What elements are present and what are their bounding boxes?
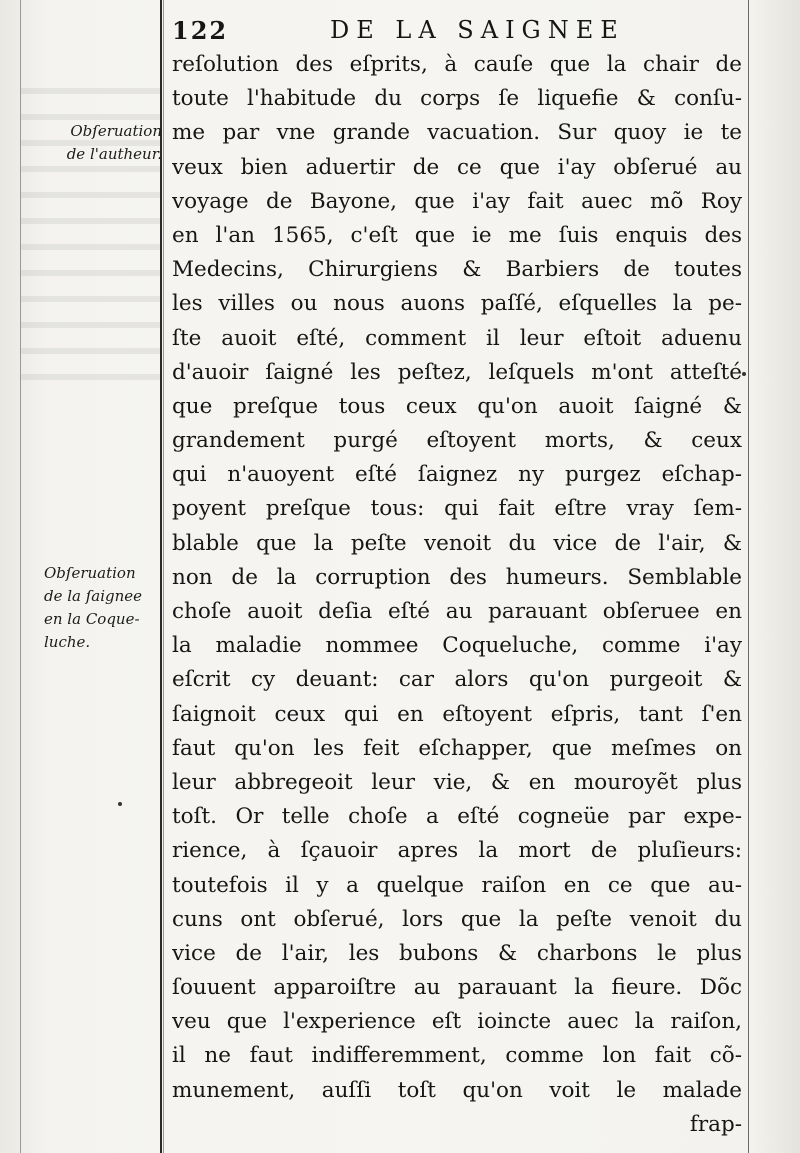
text-line: qui n'auoyent eſté ſaignez ny purgez eſchap- <box>172 462 742 488</box>
text-line: Medecins, Chirurgiens & Barbiers de toutes <box>172 257 742 283</box>
text-line: que preſque tous ceux qu'on auoit ſaigné & <box>172 393 742 419</box>
text-line: poyent preſque tous: qui fait eſtre vray ſem- <box>172 496 742 522</box>
catchword: frap- <box>689 1111 742 1137</box>
right-margin-rule <box>748 0 749 1153</box>
text-line: grandement purgé eſtoyent morts, & ceux <box>172 428 742 454</box>
margin-ink-dot <box>742 372 746 376</box>
text-line: veux bien aduertir de ce que i'ay obſerué au <box>172 154 742 180</box>
text-line: rience, à ſçauoir apres la mort de pluſieurs: <box>172 838 742 864</box>
text-line: veu que l'experience eſt ioincte auec la raiſon, <box>172 1009 742 1035</box>
page-number: 122 <box>172 16 229 45</box>
text-line: eſcrit cy deuant: car alors qu'on purgeoit & <box>172 667 742 693</box>
body-text-column <box>172 48 742 1142</box>
text-line: ſaignoit ceux qui en eſtoyent eſpris, tant ſ'en <box>172 701 742 727</box>
margin-note-line: luche. <box>44 633 91 651</box>
page-header <box>172 16 742 48</box>
margin-note-line: de la ſaignee <box>44 587 143 605</box>
margin-note-line: Obſeruation <box>70 122 162 140</box>
text-line: reſolution des eſprits, à cauſe que la chair de <box>172 52 742 77</box>
text-line: non de la corruption des humeurs. Semblable <box>172 564 742 590</box>
text-line: il ne faut indifferemment, comme lon fait cõ- <box>172 1043 742 1069</box>
left-margin-rule <box>20 0 21 1153</box>
text-line: en l'an 1565, c'eſt que ie me ſuis enquis des <box>172 222 742 248</box>
text-line: faut qu'on les feit eſchapper, que meſmes on <box>172 735 742 761</box>
text-line: me par vne grande vacuation. Sur quoy ie te <box>172 120 742 146</box>
text-line: toſt. Or telle choſe a eſté cogneüe par expe- <box>172 804 742 830</box>
text-line: munement, auſſi toſt qu'on voit le malade <box>172 1077 742 1103</box>
text-line: les villes ou nous auons paſſé, eſquelles la pe- <box>172 291 742 317</box>
margin-ink-dot <box>118 802 122 806</box>
margin-note-observation-coqueluche <box>44 562 162 654</box>
margin-note-line: en la Coque- <box>44 610 140 628</box>
running-title: DE LA SAIGNEE <box>330 16 625 44</box>
text-line: toute l'habitude du corps ſe liquefie & conſu- <box>172 86 742 112</box>
margin-note-line: de l'autheur. <box>66 145 162 163</box>
text-line: blable que la peſte venoit du vice de l'air, & <box>172 530 742 556</box>
text-line: d'auoir ſaigné les peſtez, leſquels m'ont atteſté <box>172 359 742 385</box>
text-line: choſe auoit deſia eſté au parauant obſeruee en <box>172 599 742 624</box>
margin-note-line: Obſeruation <box>44 564 136 582</box>
text-line: voyage de Bayone, que i'ay fait auec mõ Roy <box>172 188 742 214</box>
text-line: leur abbregeoit leur vie, & en mouroyẽt plus <box>172 769 742 795</box>
text-line: vice de l'air, les bubons & charbons le plus <box>172 940 742 966</box>
text-line: cuns ont obſerué, lors que la peſte venoit du <box>172 906 742 932</box>
text-line: toutefois il y a quelque raiſon en ce que au- <box>172 872 742 898</box>
text-line: la maladie nommee Coqueluche, comme i'ay <box>172 633 742 659</box>
margin-note-observation-author <box>44 120 162 166</box>
text-line: ſouuent apparoiſtre au parauant la fieure. Dõc <box>172 975 742 1001</box>
text-line: ſte auoit eſté, comment il leur eſtoit aduenu <box>172 325 742 351</box>
